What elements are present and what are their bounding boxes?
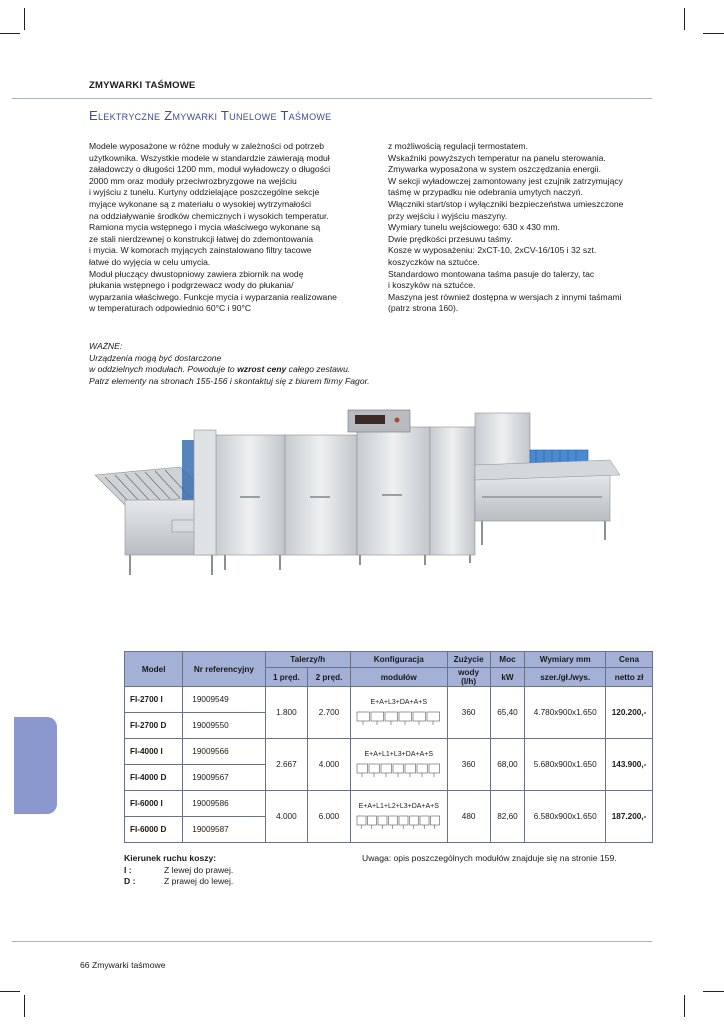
section-label: ZMYWARKI TAŚMOWE (89, 80, 196, 91)
ref-cell: 19009587 (183, 817, 265, 843)
crop-mark (0, 991, 20, 992)
intro-line: i wyjściu z tunelu. Kurtyny oddzielające poszczególne sekcje (89, 187, 320, 198)
col-header-water-sub: wody (l/h) (447, 668, 490, 687)
intro-line: ze stali nierdzewnej o konstrukcji łatwej do zdemontowania (89, 233, 314, 244)
legend-item (124, 876, 233, 888)
dims-cell: 4.780x900x1.650 (525, 687, 606, 739)
crop-mark (0, 33, 20, 34)
intro-line: W sekcji wyładowczej zamontowany jest czujnik zatrzymujący (388, 175, 623, 186)
intro-line: użytkownika. Wszystkie modele w standardzie zawierają moduł (89, 152, 330, 163)
intro-line: taśmę w przypadku nie odebrania umytych naczyń. (388, 187, 583, 198)
note-line: w oddzielnych modułach. Powoduje to (89, 364, 238, 375)
config-cell (350, 687, 447, 739)
ref-cell: 19009550 (183, 713, 265, 739)
model-cell: FI-4000 D (125, 765, 183, 791)
intro-line: w temperaturach odpowiednio 60°C i 90°C (89, 303, 252, 314)
legend-title: Kierunek ruchu koszy: (124, 853, 217, 863)
crop-mark (703, 991, 724, 992)
page-title: Elektryczne Zmywarki Tunelowe Taśmowe (89, 108, 332, 123)
price-cell: 143.900,- (606, 739, 653, 791)
intro-line: koszyczków na sztućce. (388, 256, 480, 267)
intro-line: Modele wyposażone w różne moduły w zależności od potrzeb (89, 141, 325, 151)
legend-item (124, 865, 233, 877)
modules-note: Uwaga: opis poszczególnych modułów znajduje się na stronie 159. (362, 853, 617, 863)
power-cell: 65,40 (490, 687, 525, 739)
intro-line: Moduł płuczący dwustopniowy zawiera zbiornik na wodę (89, 268, 304, 279)
speed1-cell: 2.667 (265, 739, 308, 791)
model-cell: FI-6000 I (125, 791, 183, 817)
speed2-cell: 2.700 (308, 687, 351, 739)
note-emphasis: wzrost ceny (237, 364, 287, 375)
table-row (125, 687, 653, 713)
speed1-cell: 4.000 (265, 791, 308, 843)
power-cell: 82,60 (490, 791, 525, 843)
col-header-speed: Talerzy/h (265, 652, 350, 668)
speed2-cell: 6.000 (308, 791, 351, 843)
legend-value: Z lewej do prawej. (164, 864, 234, 875)
legend-value: Z prawej do lewej. (164, 876, 234, 887)
config-cell (350, 739, 447, 791)
config-label: E+A+L1+L2+L3+DA+A+S (358, 803, 439, 810)
table-row (125, 739, 653, 765)
crop-mark (24, 8, 25, 30)
config-label: E+A+L3+DA+A+S (370, 699, 428, 706)
col-header-power-sub: kW (490, 668, 525, 687)
speed1-cell: 1.800 (265, 687, 308, 739)
intro-text-left (89, 141, 337, 315)
intro-line: płukania wstępnego i podgrzewacz wody do płukania/ (89, 280, 294, 291)
direction-legend (124, 853, 233, 888)
crop-mark (684, 995, 685, 1017)
col-header-speed1: 1 pręd. (265, 668, 308, 687)
col-header-config: Konfiguracja (350, 652, 447, 668)
intro-line: Ramiona mycia wstępnego i mycia właściwego wykonane są (89, 222, 321, 233)
intro-line: na oddziaływanie środków chemicznych i wysokich temperatur. (89, 210, 329, 221)
table-row (125, 791, 653, 817)
intro-line: myjące wykonane są z materiału o wysokiej wytrzymałości (89, 198, 312, 209)
crop-mark (24, 995, 25, 1017)
footer-divider (12, 941, 652, 942)
intro-line: Maszyna jest również dostępna w wersjach z innymi taśmami (388, 291, 622, 302)
module-diagram (356, 708, 442, 726)
legend-key: D : (124, 876, 136, 887)
intro-line: Wymiary tunelu wejściowego: 630 x 430 mm. (388, 222, 560, 233)
crop-mark (684, 8, 685, 30)
col-header-ref: Nr referencyjny (183, 652, 265, 687)
intro-line: z możliwością regulacji termostatem. (388, 141, 528, 151)
col-header-price: Cena (606, 652, 653, 668)
intro-line: Włączniki start/stop i wyłączniki bezpieczeństwa umieszczone (388, 198, 624, 209)
intro-line: Kosze w wyposażeniu: 2xCT-10, 2xCV-16/105 i 32 szt. (388, 245, 597, 256)
ref-cell: 19009549 (183, 687, 265, 713)
model-cell: FI-2700 D (125, 713, 183, 739)
legend-key: I : (124, 864, 132, 875)
config-label: E+A+L1+L3+DA+A+S (364, 751, 433, 758)
col-header-speed2: 2 pręd. (308, 668, 351, 687)
intro-line: wyparzania właściwego. Funkcje mycia i wyparzania realizowane (89, 291, 337, 302)
speed2-cell: 4.000 (308, 739, 351, 791)
ref-cell: 19009586 (183, 791, 265, 817)
col-header-dims: Wymiary mm (525, 652, 606, 668)
intro-line: 2000 mm oraz moduły przeciwrozbryzgowe na wejściu (89, 175, 297, 186)
water-cell: 360 (447, 739, 490, 791)
intro-line: Standardowo montowana taśma pasuje do talerzy, tac (388, 268, 595, 279)
price-cell: 187.200,- (606, 791, 653, 843)
chapter-tab (14, 717, 57, 814)
ref-cell: 19009567 (183, 765, 265, 791)
header-divider (12, 98, 652, 99)
water-cell: 360 (447, 687, 490, 739)
intro-line: Dwie prędkości przesuwu taśmy. (388, 233, 513, 244)
intro-line: i koszyków na sztućce. (388, 280, 476, 291)
col-header-power: Moc (490, 652, 525, 668)
dims-cell: 6.580x900x1.650 (525, 791, 606, 843)
col-header-water: Zużycie (447, 652, 490, 668)
ref-cell: 19009566 (183, 739, 265, 765)
module-diagram (356, 760, 442, 778)
model-cell: FI-6000 D (125, 817, 183, 843)
col-header-price-sub: netto zł (606, 668, 653, 687)
power-cell: 68,00 (490, 739, 525, 791)
model-cell: FI-4000 I (125, 739, 183, 765)
important-note (89, 341, 370, 387)
dishwasher-illustration (90, 405, 640, 595)
intro-line: i mycia. W komorach myjących zainstalowano filtry tacowe (89, 245, 312, 256)
intro-line: załadowczy o długości 1200 mm, moduł wyładowczy o długości (89, 164, 331, 175)
spec-table (124, 651, 653, 843)
col-header-config-sub: modułów (350, 668, 447, 687)
note-label: WAŻNE: (89, 341, 123, 351)
note-line: Urządzenia mogą być dostarczone (89, 352, 222, 363)
col-header-dims-sub: szer./gł./wys. (525, 668, 606, 687)
note-line: całego zestawu. (286, 364, 351, 375)
module-diagram (356, 812, 442, 830)
price-cell: 120.200,- (606, 687, 653, 739)
intro-text-right (388, 141, 623, 315)
intro-line: przy wejściu i wyjściu maszyny. (388, 210, 508, 221)
intro-line: łatwe do wyjęcia w celu umycia. (89, 256, 211, 267)
config-cell (350, 791, 447, 843)
intro-line: Zmywarka wyposażona w system oszczędzania energii. (388, 164, 602, 175)
dims-cell: 5.680x900x1.650 (525, 739, 606, 791)
crop-mark (703, 33, 724, 34)
note-line: Patrz elementy na stronach 155-156 i skontaktuj się z biurem firmy Fagor. (89, 375, 370, 386)
intro-line: (patrz strona 160). (388, 303, 459, 314)
model-cell: FI-2700 I (125, 687, 183, 713)
page-footer: 66 Zmywarki taśmowe (80, 960, 166, 970)
intro-line: Wskaźniki powyższych temperatur na panelu sterowania. (388, 152, 606, 163)
water-cell: 480 (447, 791, 490, 843)
col-header-model: Model (125, 652, 183, 687)
